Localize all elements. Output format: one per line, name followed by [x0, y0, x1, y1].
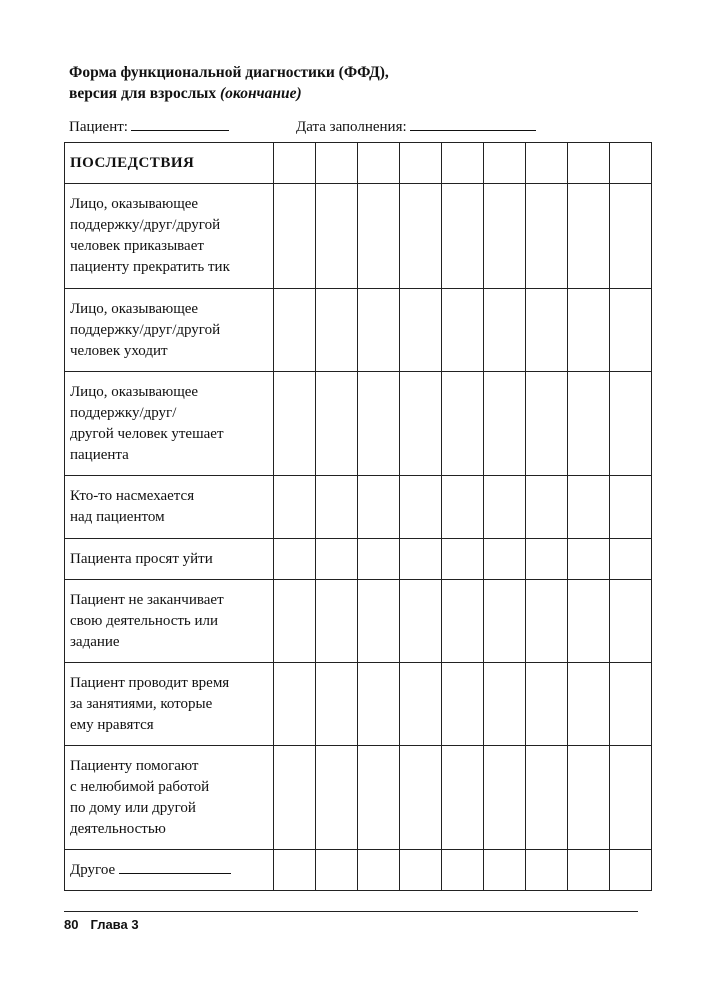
entry-cell[interactable]	[358, 746, 400, 850]
entry-cell[interactable]	[610, 184, 652, 289]
consequences-table	[64, 142, 652, 891]
entry-cell[interactable]	[442, 663, 484, 746]
form-title	[69, 62, 389, 104]
entry-cell[interactable]	[526, 184, 568, 289]
entry-cell[interactable]	[316, 580, 358, 663]
entry-cell[interactable]	[526, 746, 568, 850]
entry-cell[interactable]	[400, 746, 442, 850]
table-row	[65, 539, 652, 580]
entry-cell[interactable]	[610, 476, 652, 539]
entry-cell[interactable]	[484, 746, 526, 850]
form-title-line-1: Форма функциональной диагностики (ФФД),	[69, 64, 389, 81]
entry-cell[interactable]	[568, 289, 610, 372]
table-row	[65, 289, 652, 372]
entry-cell[interactable]	[610, 850, 652, 891]
entry-cell[interactable]	[358, 476, 400, 539]
chapter-label: Глава 3	[90, 917, 139, 932]
footer-divider	[64, 911, 638, 912]
entry-cell[interactable]	[274, 184, 316, 289]
entry-cell[interactable]	[526, 476, 568, 539]
entry-cell[interactable]	[400, 539, 442, 580]
entry-cell[interactable]	[274, 580, 316, 663]
patient-field[interactable]	[69, 116, 229, 136]
entry-cell[interactable]	[568, 143, 610, 184]
consequences-header: ПОСЛЕДСТВИЯ	[65, 143, 274, 184]
entry-cell[interactable]	[316, 850, 358, 891]
entry-cell[interactable]	[484, 372, 526, 476]
entry-cell[interactable]	[526, 663, 568, 746]
entry-cell[interactable]	[568, 372, 610, 476]
entry-cell[interactable]	[274, 143, 316, 184]
entry-cell[interactable]	[484, 663, 526, 746]
consequence-label: Пациента просят уйти	[65, 539, 274, 580]
entry-cell[interactable]	[400, 184, 442, 289]
other-label-cell	[65, 850, 274, 891]
entry-cell[interactable]	[316, 663, 358, 746]
consequence-label: Лицо, оказывающее поддержку/друг/ другой человек утешает пациента	[65, 372, 274, 476]
entry-cell[interactable]	[526, 372, 568, 476]
table-row-other	[65, 850, 652, 891]
entry-cell[interactable]	[358, 289, 400, 372]
form-title-line-2	[69, 83, 389, 104]
entry-cell[interactable]	[316, 184, 358, 289]
patient-label: Пациент:	[69, 119, 128, 135]
entry-cell[interactable]	[442, 746, 484, 850]
entry-cell[interactable]	[526, 539, 568, 580]
entry-cell[interactable]	[568, 663, 610, 746]
date-blank-line[interactable]	[410, 116, 536, 131]
table-row	[65, 184, 652, 289]
entry-cell[interactable]	[274, 539, 316, 580]
entry-cell[interactable]	[316, 289, 358, 372]
entry-cell[interactable]	[358, 143, 400, 184]
entry-cell[interactable]	[610, 539, 652, 580]
entry-cell[interactable]	[610, 663, 652, 746]
entry-cell[interactable]	[610, 746, 652, 850]
table-row	[65, 746, 652, 850]
entry-cell[interactable]	[400, 850, 442, 891]
page-footer	[64, 917, 139, 932]
entry-cell[interactable]	[442, 372, 484, 476]
entry-cell[interactable]	[316, 143, 358, 184]
consequence-label: Пациент проводит время за занятиями, которые ему нравятся	[65, 663, 274, 746]
entry-cell[interactable]	[442, 539, 484, 580]
form-title-italic: (окончание)	[220, 85, 302, 102]
entry-cell[interactable]	[442, 850, 484, 891]
table-row	[65, 372, 652, 476]
entry-cell[interactable]	[400, 663, 442, 746]
entry-cell[interactable]	[274, 289, 316, 372]
page-number: 80	[64, 917, 79, 932]
entry-cell[interactable]	[610, 289, 652, 372]
entry-cell[interactable]	[400, 580, 442, 663]
consequence-label: Лицо, оказывающее поддержку/друг/другой человек приказывает пациенту прекратить тик	[65, 184, 274, 289]
entry-cell[interactable]	[400, 143, 442, 184]
consequence-label: Пациент не заканчивает свою деятельность или задание	[65, 580, 274, 663]
entry-cell[interactable]	[568, 746, 610, 850]
entry-cell[interactable]	[358, 184, 400, 289]
consequence-label: Пациенту помогают с нелюбимой работой по дому или другой деятельностью	[65, 746, 274, 850]
consequence-label: Кто-то насмехается над пациентом	[65, 476, 274, 539]
entry-cell[interactable]	[358, 663, 400, 746]
other-label: Другое	[70, 862, 116, 878]
entry-cell[interactable]	[400, 289, 442, 372]
entry-cell[interactable]	[610, 143, 652, 184]
table-row	[65, 663, 652, 746]
entry-cell[interactable]	[484, 539, 526, 580]
entry-cell[interactable]	[526, 580, 568, 663]
entry-cell[interactable]	[442, 476, 484, 539]
entry-cell[interactable]	[610, 372, 652, 476]
entry-cell[interactable]	[274, 372, 316, 476]
entry-cell[interactable]	[484, 143, 526, 184]
entry-cell[interactable]	[442, 580, 484, 663]
entry-cell[interactable]	[484, 184, 526, 289]
entry-cell[interactable]	[484, 476, 526, 539]
entry-cell[interactable]	[274, 850, 316, 891]
other-blank-line[interactable]	[119, 859, 231, 874]
date-label: Дата заполнения:	[296, 119, 407, 135]
entry-cell[interactable]	[400, 476, 442, 539]
entry-cell[interactable]	[526, 143, 568, 184]
table-header-row	[65, 143, 652, 184]
entry-cell[interactable]	[484, 580, 526, 663]
entry-cell[interactable]	[568, 184, 610, 289]
entry-cell[interactable]	[274, 663, 316, 746]
entry-cell[interactable]	[358, 372, 400, 476]
entry-cell[interactable]	[442, 289, 484, 372]
entry-cell[interactable]	[610, 580, 652, 663]
entry-cell[interactable]	[274, 476, 316, 539]
entry-cell[interactable]	[316, 746, 358, 850]
entry-cell[interactable]	[274, 746, 316, 850]
entry-cell[interactable]	[568, 580, 610, 663]
entry-cell[interactable]	[316, 372, 358, 476]
entry-cell[interactable]	[526, 850, 568, 891]
table-row	[65, 476, 652, 539]
entry-cell[interactable]	[400, 372, 442, 476]
entry-cell[interactable]	[358, 580, 400, 663]
entry-cell[interactable]	[484, 850, 526, 891]
entry-cell[interactable]	[568, 476, 610, 539]
entry-cell[interactable]	[568, 850, 610, 891]
entry-cell[interactable]	[526, 289, 568, 372]
entry-cell[interactable]	[316, 539, 358, 580]
patient-blank-line[interactable]	[131, 116, 229, 131]
entry-cell[interactable]	[316, 476, 358, 539]
entry-cell[interactable]	[568, 539, 610, 580]
table-row	[65, 580, 652, 663]
date-field[interactable]	[296, 116, 536, 136]
entry-cell[interactable]	[484, 289, 526, 372]
entry-cell[interactable]	[358, 539, 400, 580]
consequence-label: Лицо, оказывающее поддержку/друг/другой человек уходит	[65, 289, 274, 372]
entry-cell[interactable]	[442, 184, 484, 289]
form-title-main: версия для взрослых	[69, 85, 221, 102]
entry-cell[interactable]	[358, 850, 400, 891]
entry-cell[interactable]	[442, 143, 484, 184]
